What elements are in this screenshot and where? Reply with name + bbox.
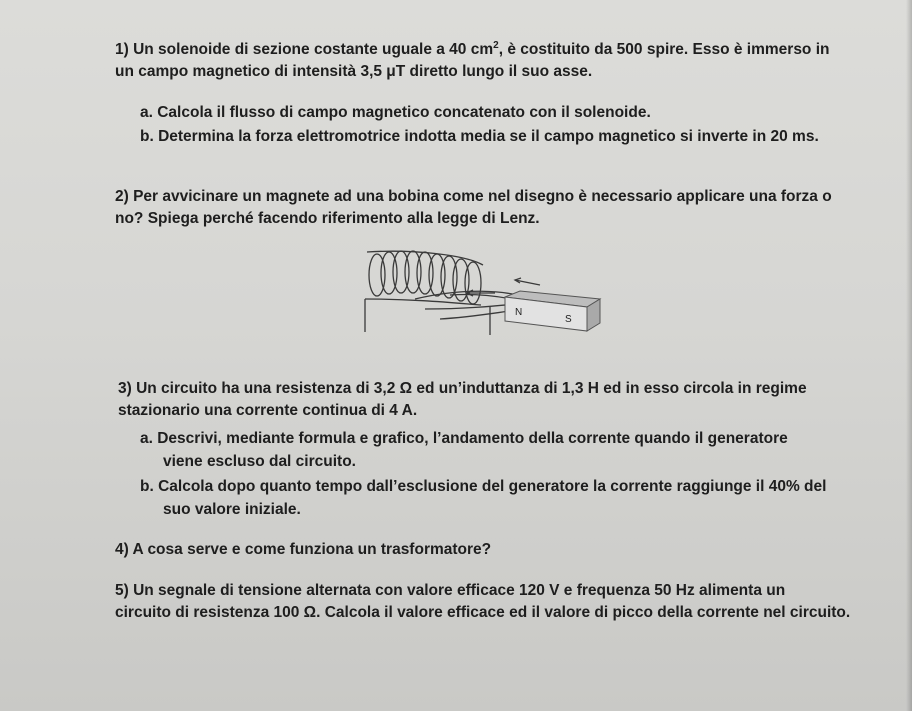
question-1b: b. Determina la forza elettromotrice indotta media se il campo magnetico si inverte in 20 ms.	[140, 128, 819, 145]
question-3a-line-1: a. Descrivi, mediante formula e grafico, l’andamento della corrente quando il generatore	[140, 430, 788, 447]
magnet-north-label: N	[515, 307, 523, 318]
question-2	[115, 186, 832, 230]
question-3	[118, 378, 807, 422]
question-5-line-2: circuito di resistenza 100 Ω. Calcola il valore efficace ed il valore di picco della corrente nel circuito.	[115, 604, 851, 621]
question-1-text-b: , è costituito da 500 spire. Esso è immerso in	[498, 41, 830, 58]
question-1-line-2: un campo magnetico di intensità 3,5 μT diretto lungo il suo asse.	[115, 63, 593, 80]
question-5	[115, 580, 850, 624]
question-4	[115, 539, 491, 561]
page-edge-shadow	[906, 0, 912, 711]
magnet-south-label: S	[565, 314, 572, 325]
question-5-line-1: 5) Un segnale di tensione alternata con valore efficace 120 V e frequenza 50 Hz alimenta un	[115, 582, 786, 599]
coil-magnet-figure	[355, 247, 615, 342]
question-3b-line-2: suo valore iniziale.	[163, 501, 301, 518]
question-1-superscript: 2	[493, 39, 499, 51]
question-3-line-2: stazionario una corrente continua di 4 A.	[118, 402, 418, 419]
question-3b-line-1: b. Calcola dopo quanto tempo dall’esclusione del generatore la corrente raggiunge il 40% del	[140, 478, 827, 495]
question-1	[115, 39, 830, 83]
question-1a: a. Calcola il flusso di campo magnetico concatenato con il solenoide.	[140, 104, 651, 121]
question-1-text-a: 1) Un solenoide di sezione costante uguale a 40 cm	[115, 41, 494, 58]
question-2-line-2: no? Spiega perché facendo riferimento alla legge di Lenz.	[115, 210, 540, 227]
question-2-line-1: 2) Per avvicinare un magnete ad una bobina come nel disegno è necessario applicare una forza o	[115, 188, 832, 205]
question-3-line-1: 3) Un circuito ha una resistenza di 3,2 Ω ed un’induttanza di 1,3 H ed in esso circola in regime	[118, 380, 807, 397]
question-4-line-1: 4) A cosa serve e come funziona un trasformatore?	[115, 541, 492, 558]
question-1-line-1	[115, 39, 830, 61]
question-3a-line-2: viene escluso dal circuito.	[163, 453, 356, 470]
